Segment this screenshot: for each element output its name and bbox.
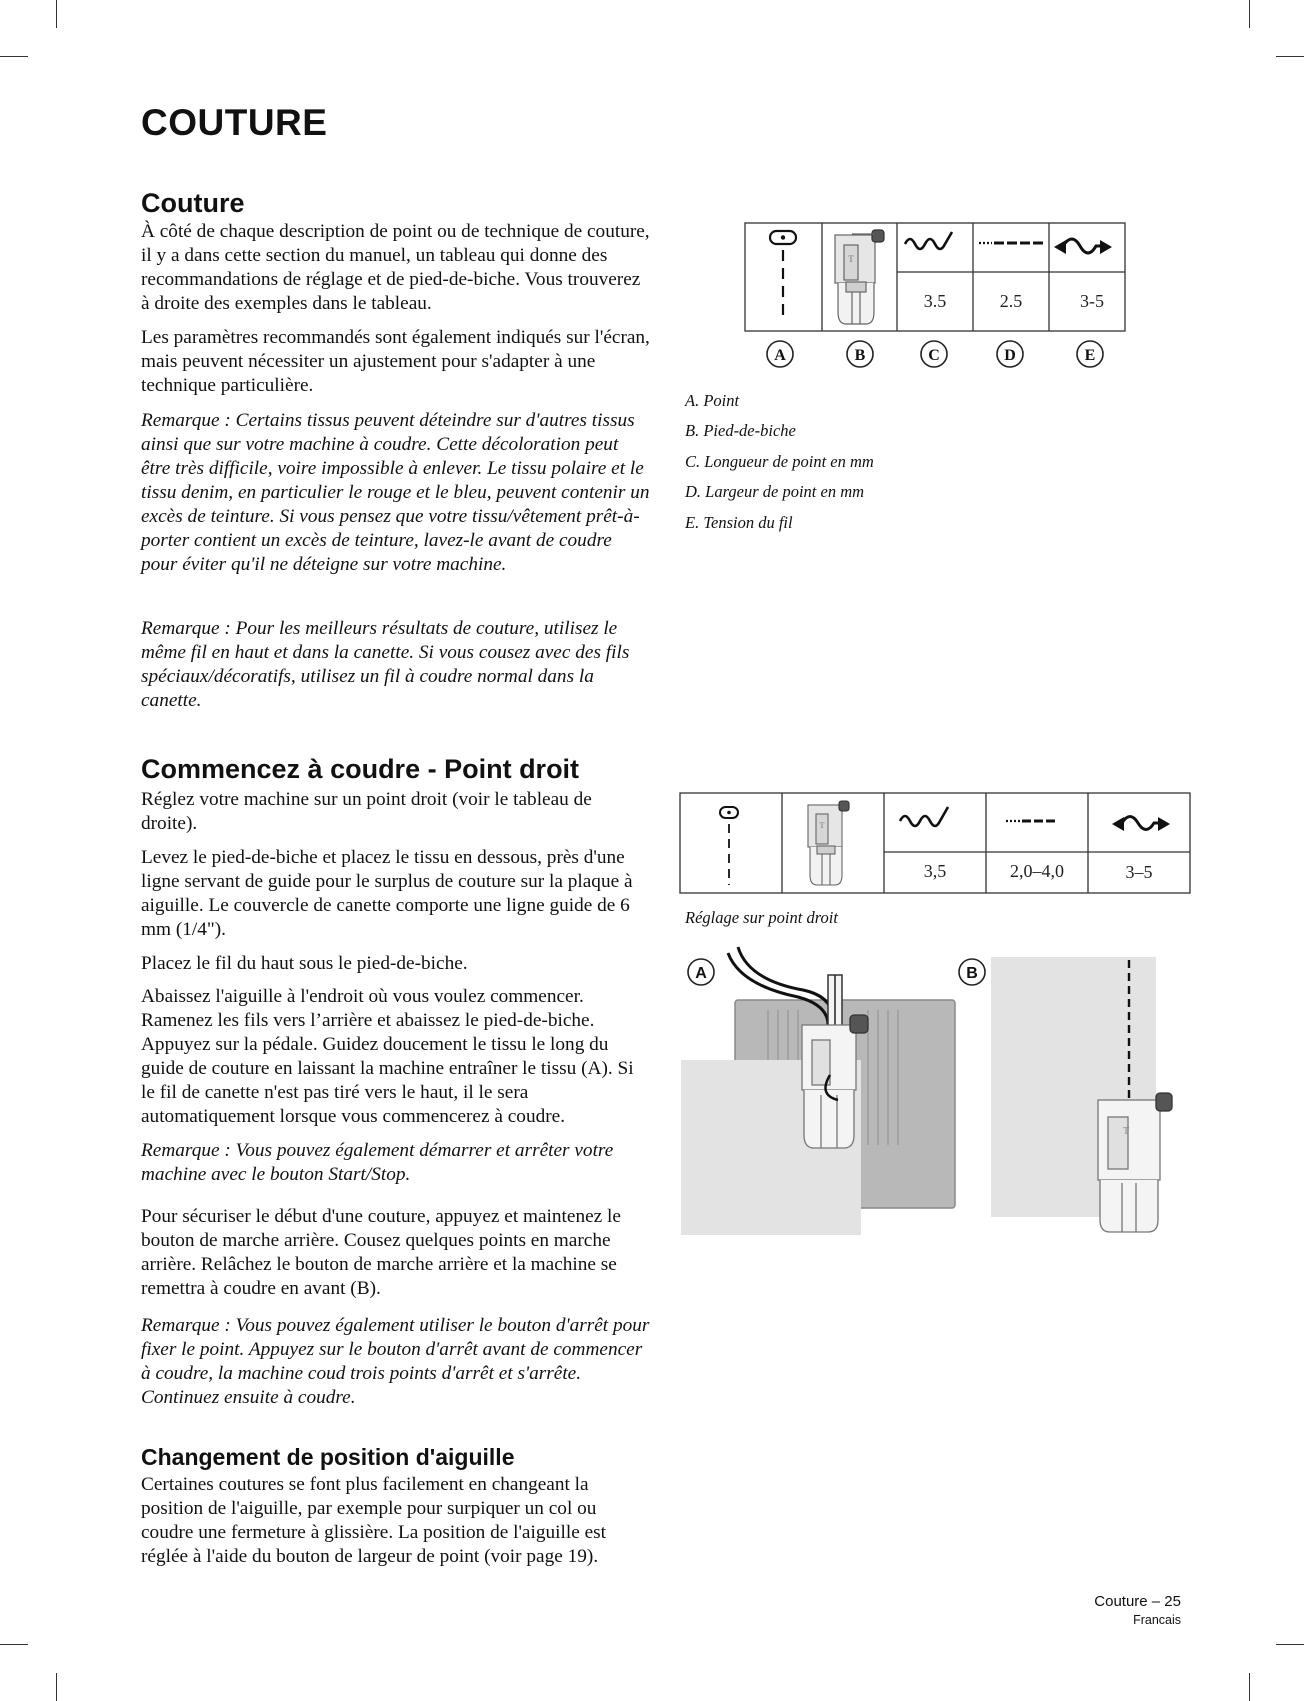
- straight-stitch-icon: [720, 807, 738, 885]
- paragraph: Levez le pied-de-biche et placez le tissu en dessous, près d'une ligne servant de guide pour le surplus de couture sur la plaque à aiguille. Le couvercle de canette comporte une ligne guide de 6 mm (1/4").: [141, 847, 633, 940]
- figure-label-b: B: [966, 965, 978, 982]
- svg-text:T: T: [819, 821, 825, 830]
- note: Remarque : Pour les meilleurs résultats de couture, utilisez le même fil en haut et dans la canette. Si vous cousez avec des fils spéciaux/décoratifs, utilisez un fil à coudre normal dans la canette.: [141, 618, 630, 711]
- section-heading-point-droit: Commencez à coudre - Point droit: [141, 754, 580, 784]
- crop-mark: [1276, 56, 1304, 57]
- stitch-width-value: 2.5: [999, 291, 1023, 311]
- legend-item: A. Point: [685, 391, 740, 410]
- svg-text:T: T: [1122, 1126, 1130, 1137]
- callout-letter-a: A: [774, 347, 786, 364]
- sewing-illustration: [678, 945, 1198, 1240]
- crop-mark: [1276, 1644, 1304, 1645]
- paragraph: Certaines coutures se font plus facilement en changeant la position de l'aiguille, par exemple pour surpiquer un col ou coudre une fermeture à glissière. La position de l'aiguille est réglée à l'aide du bouton de largeur de point (voir page 19).: [141, 1474, 606, 1567]
- callout-letter-b: B: [854, 347, 866, 364]
- paragraph: À côté de chaque description de point ou de technique de couture, il y a dans cette section du manuel, un tableau qui donne des recommandations de réglage et de pied-de-biche. Vous trouverez à droite des exemples dans le tableau.: [141, 221, 650, 314]
- crop-mark: [0, 56, 28, 57]
- tension-value: 3-5: [1080, 291, 1104, 311]
- callout-letter-c: C: [928, 347, 940, 364]
- page-title: COUTURE: [141, 102, 328, 143]
- callout-letter-e: E: [1084, 347, 1096, 364]
- thread-tension-icon: [1112, 817, 1170, 832]
- paragraph: Réglez votre machine sur un point droit (voir le tableau de droite).: [141, 789, 592, 834]
- crop-mark: [1249, 0, 1250, 28]
- note: Remarque : Certains tissus peuvent déteindre sur d'autres tissus ainsi que sur votre machine à coudre. Cette décoloration peut être très difficile, voire impossible à enlever. Le tissu polaire et le tissu denim, en particulier le rouge et le bleu, peuvent contenir un excès de teinture. Si vous pensez que votre tissu/vêtement prêt-à-porter contient un excès de teinture, lavez-le avant de coudre pour éviter qu'il ne déteigne sur votre machine.: [141, 410, 650, 575]
- crop-mark: [1249, 1673, 1250, 1701]
- note: Remarque : Vous pouvez également démarrer et arrêter votre machine avec le bouton Start/Stop.: [141, 1140, 614, 1185]
- stitch-length-value: 3,5: [923, 861, 947, 881]
- paragraph: Les paramètres recommandés sont également indiqués sur l'écran, mais peuvent nécessiter un ajustement pour s'adapter à une technique particulière.: [141, 327, 650, 396]
- footer-language: Francais: [1133, 1613, 1181, 1627]
- legend-item: D. Largeur de point en mm: [685, 482, 865, 501]
- stitch-length-icon: [900, 807, 948, 826]
- thread-tension-icon: [1054, 239, 1112, 254]
- presser-foot-icon: [835, 230, 884, 324]
- paragraph: Abaissez l'aiguille à l'endroit où vous voulez commencer. Ramenez les fils vers l’arrière et abaissez le pied-de-biche. Appuyez sur la pédale. Guidez doucement le tissu le long du guide de couture en laissant la machine entraîner le tissu (A). Si le fil de canette n'est pas tiré vers le haut, il le sera automatiquement lorsque vous commencerez à coudre.: [141, 986, 634, 1127]
- figure-label-a: A: [695, 965, 707, 982]
- table-caption: Réglage sur point droit: [685, 908, 838, 927]
- crop-mark: [56, 0, 57, 28]
- stitch-length-icon: [905, 232, 952, 249]
- straight-stitch-icon: [770, 231, 796, 320]
- section-heading-position-aiguille: Changement de position d'aiguille: [141, 1444, 515, 1470]
- legend-item: B. Pied-de-biche: [685, 421, 796, 440]
- presser-foot-icon: [808, 801, 849, 885]
- tension-value: 3–5: [1125, 862, 1153, 882]
- stitch-width-value: 2,0–4,0: [1010, 861, 1064, 881]
- settings-table-1: [740, 220, 1130, 370]
- legend-item: E. Tension du fil: [685, 513, 793, 532]
- section-heading-couture: Couture: [141, 188, 245, 218]
- note: Remarque : Vous pouvez également utiliser le bouton d'arrêt pour fixer le point. Appuyez sur le bouton d'arrêt avant de commencer à coudre, la machine coud trois points d'arrêt et s'arrête. Continuez ensuite à coudre.: [141, 1315, 650, 1408]
- paragraph: Placez le fil du haut sous le pied-de-biche.: [141, 953, 468, 974]
- callout-letter-d: D: [1004, 347, 1016, 364]
- stitch-length-value: 3.5: [923, 291, 947, 311]
- crop-mark: [56, 1673, 57, 1701]
- paragraph: Pour sécuriser le début d'une couture, appuyez et maintenez le bouton de marche arrière. Cousez quelques points en marche arrière. Relâchez le bouton de marche arrière et la machine se remettra à coudre en avant (B).: [141, 1206, 621, 1299]
- legend-item: C. Longueur de point en mm: [685, 452, 874, 471]
- settings-table-2: [678, 790, 1194, 895]
- crop-mark: [0, 1644, 28, 1645]
- svg-text:T: T: [848, 254, 854, 264]
- page-number: Couture – 25: [1094, 1593, 1181, 1610]
